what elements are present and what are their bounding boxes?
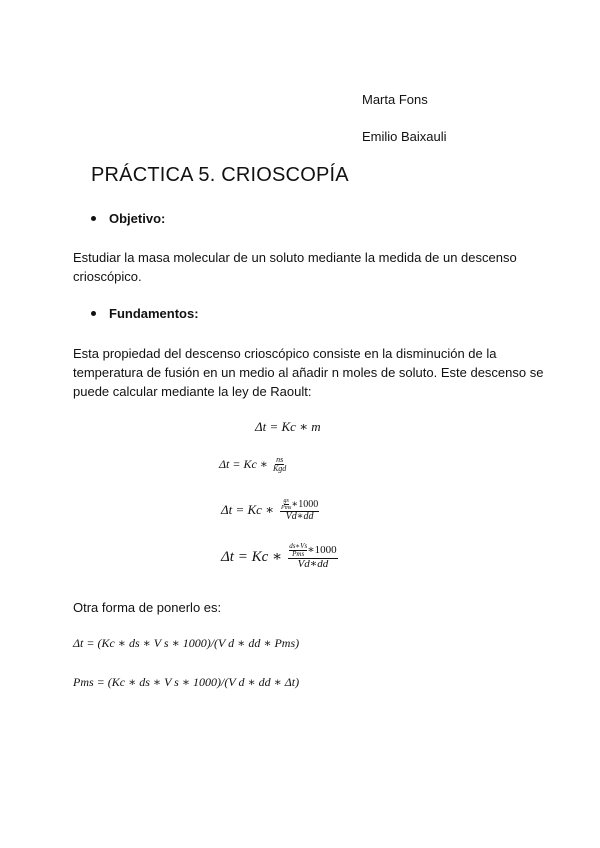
fundamentos-heading [91,306,199,321]
equation-delta-t: Δt = (Kc ∗ ds ∗ V s ∗ 1000)/(V d ∗ dd ∗ Pms) [73,636,300,650]
equation-lhs: Δt = Kc ∗ [219,457,268,471]
objetivo-text [73,248,517,286]
fraction-numerator: ns [276,455,284,464]
objetivo-text-line: Estudiar la masa molecular de un soluto mediante la medida de un descenso [73,250,517,265]
fraction [280,498,319,522]
author-name-2: Emilio Baixauli [362,129,447,144]
inner-fraction [281,498,291,511]
alt-intro-text: Otra forma de ponerlo es: [73,600,222,615]
equation-raoult: Δt = Kc ∗ m [255,419,321,434]
fundamentos-text [73,344,543,401]
equation-lhs: Δt = Kc ∗ [221,502,275,517]
fraction [272,456,287,473]
objetivo-heading [91,211,165,226]
equation-molality [219,456,287,473]
fraction [288,543,337,570]
inner-denominator: Pms [281,505,292,511]
author-name-1: Marta Fons [362,92,428,107]
fundamentos-text-line: puede calcular mediante la ley de Raoult: [73,384,312,399]
fraction-numerator [280,498,319,512]
objetivo-text-line: crioscópico. [73,269,142,284]
fraction-numerator [288,543,337,559]
fraction-denominator: Vd∗dd [297,558,329,570]
fraction-denominator: Vd∗dd [285,511,314,522]
equation-volume [221,543,338,570]
equation-mass [221,498,319,522]
inner-numerator: gs [283,498,289,504]
fraction-denominator: Kgd [272,464,287,473]
inner-denominator: Pms [292,550,305,558]
objetivo-heading-label: Objetivo: [109,211,166,226]
page-title: PRÁCTICA 5. CRIOSCOPÍA [91,164,349,186]
numerator-tail: ∗1000 [291,498,319,510]
inner-numerator: ds∗Vs [289,542,308,550]
fundamentos-heading-label: Fundamentos: [109,306,199,321]
equation-pms: Pms = (Kc ∗ ds ∗ V s ∗ 1000)/(V d ∗ dd ∗ Δt) [73,675,300,689]
numerator-tail: ∗1000 [307,544,337,556]
equation-lhs: Δt = Kc ∗ [221,549,283,565]
inner-fraction [289,543,307,558]
fundamentos-text-line: Esta propiedad del descenso crioscópico consiste en la disminución de la [73,346,497,361]
bullet-icon [91,311,96,316]
bullet-icon [91,216,96,221]
fundamentos-text-line: temperatura de fusión en un medio al añadir n moles de soluto. Este descenso se [73,365,544,380]
